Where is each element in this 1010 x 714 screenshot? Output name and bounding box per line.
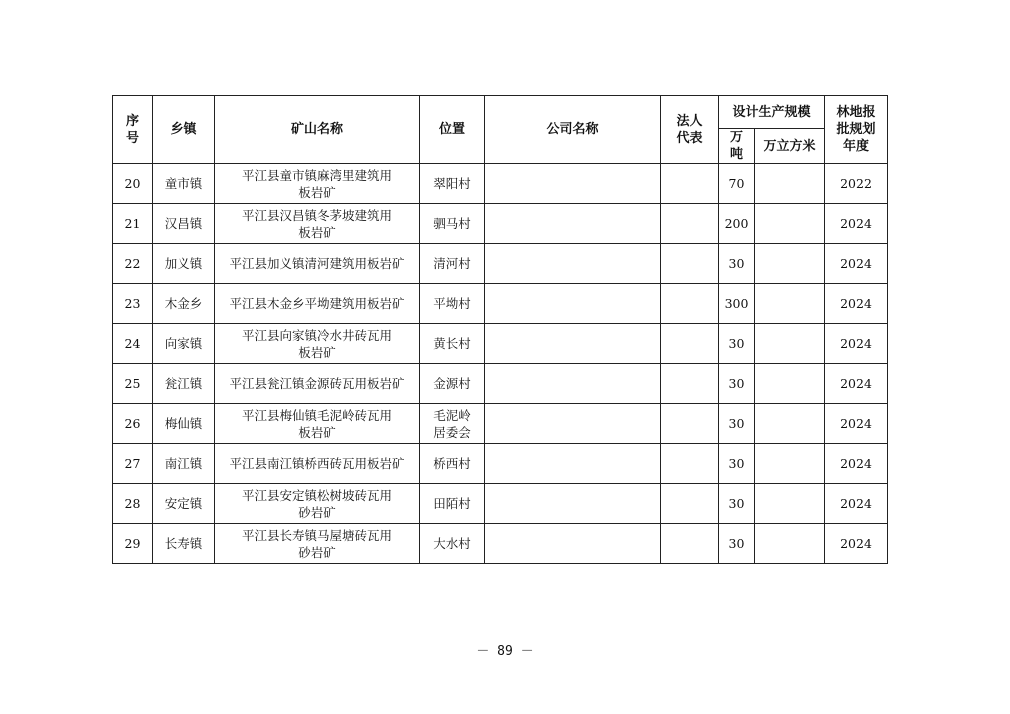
mine-planning-table xyxy=(112,95,888,564)
cell-wt: 30 xyxy=(719,404,755,444)
cell-seq: 23 xyxy=(113,284,153,324)
cell-wt: 30 xyxy=(719,364,755,404)
cell-town: 梅仙镇 xyxy=(153,404,215,444)
cell-mine-name: 平江县梅仙镇毛泥岭砖瓦用板岩矿 xyxy=(215,404,420,444)
cell-town: 安定镇 xyxy=(153,484,215,524)
cell-legal-rep xyxy=(661,484,719,524)
cell-town: 长寿镇 xyxy=(153,524,215,564)
header-town: 乡镇 xyxy=(153,96,215,164)
cell-company xyxy=(485,364,661,404)
cell-year: 2024 xyxy=(825,404,888,444)
cell-location: 翠阳村 xyxy=(420,164,485,204)
table-row xyxy=(113,364,888,404)
cell-legal-rep xyxy=(661,524,719,564)
table-row xyxy=(113,244,888,284)
header-plan-year: 林地报批规划年度 xyxy=(825,96,888,164)
cell-mine-name: 平江县向家镇冷水井砖瓦用板岩矿 xyxy=(215,324,420,364)
cell-location: 田陌村 xyxy=(420,484,485,524)
cell-location: 桥西村 xyxy=(420,444,485,484)
cell-location: 金源村 xyxy=(420,364,485,404)
cell-mine-name: 平江县南江镇桥西砖瓦用板岩矿 xyxy=(215,444,420,484)
cell-town: 加义镇 xyxy=(153,244,215,284)
cell-year: 2024 xyxy=(825,204,888,244)
cell-legal-rep xyxy=(661,404,719,444)
header-mine-name: 矿山名称 xyxy=(215,96,420,164)
cell-wt: 30 xyxy=(719,244,755,284)
cell-legal-rep xyxy=(661,244,719,284)
cell-wt: 30 xyxy=(719,324,755,364)
table-row xyxy=(113,284,888,324)
cell-company xyxy=(485,204,661,244)
header-design-scale: 设计生产规模 xyxy=(719,96,825,129)
header-legal-rep: 法人代表 xyxy=(661,96,719,164)
cell-town: 向家镇 xyxy=(153,324,215,364)
cell-location: 毛泥岭居委会 xyxy=(420,404,485,444)
cell-company xyxy=(485,444,661,484)
header-unit-m3: 万立方米 xyxy=(755,129,825,164)
cell-m3 xyxy=(755,524,825,564)
cell-location: 平坳村 xyxy=(420,284,485,324)
cell-m3 xyxy=(755,444,825,484)
page-number: － 89 － xyxy=(476,644,534,659)
cell-seq: 24 xyxy=(113,324,153,364)
cell-location: 驷马村 xyxy=(420,204,485,244)
cell-town: 瓮江镇 xyxy=(153,364,215,404)
cell-legal-rep xyxy=(661,364,719,404)
cell-company xyxy=(485,244,661,284)
cell-location: 黄长村 xyxy=(420,324,485,364)
cell-m3 xyxy=(755,244,825,284)
table-row xyxy=(113,404,888,444)
cell-wt: 30 xyxy=(719,444,755,484)
cell-company xyxy=(485,404,661,444)
cell-wt: 300 xyxy=(719,284,755,324)
cell-location: 大水村 xyxy=(420,524,485,564)
cell-year: 2022 xyxy=(825,164,888,204)
cell-year: 2024 xyxy=(825,524,888,564)
cell-wt: 70 xyxy=(719,164,755,204)
cell-seq: 25 xyxy=(113,364,153,404)
cell-seq: 28 xyxy=(113,484,153,524)
cell-mine-name: 平江县瓮江镇金源砖瓦用板岩矿 xyxy=(215,364,420,404)
cell-wt: 200 xyxy=(719,204,755,244)
cell-year: 2024 xyxy=(825,444,888,484)
table-row xyxy=(113,444,888,484)
cell-mine-name: 平江县汉昌镇冬茅坡建筑用板岩矿 xyxy=(215,204,420,244)
cell-m3 xyxy=(755,484,825,524)
cell-legal-rep xyxy=(661,324,719,364)
cell-m3 xyxy=(755,324,825,364)
cell-town: 汉昌镇 xyxy=(153,204,215,244)
cell-m3 xyxy=(755,284,825,324)
cell-legal-rep xyxy=(661,164,719,204)
cell-mine-name: 平江县童市镇麻湾里建筑用板岩矿 xyxy=(215,164,420,204)
cell-seq: 21 xyxy=(113,204,153,244)
table-row xyxy=(113,164,888,204)
cell-year: 2024 xyxy=(825,244,888,284)
header-unit-wt: 万吨 xyxy=(719,129,755,164)
header-seq: 序号 xyxy=(113,96,153,164)
cell-year: 2024 xyxy=(825,324,888,364)
cell-location: 清河村 xyxy=(420,244,485,284)
cell-seq: 22 xyxy=(113,244,153,284)
cell-town: 童市镇 xyxy=(153,164,215,204)
cell-m3 xyxy=(755,164,825,204)
cell-wt: 30 xyxy=(719,484,755,524)
table-row xyxy=(113,524,888,564)
table-row xyxy=(113,204,888,244)
cell-company xyxy=(485,484,661,524)
cell-seq: 26 xyxy=(113,404,153,444)
cell-seq: 29 xyxy=(113,524,153,564)
cell-year: 2024 xyxy=(825,284,888,324)
cell-wt: 30 xyxy=(719,524,755,564)
cell-company xyxy=(485,524,661,564)
cell-town: 南江镇 xyxy=(153,444,215,484)
cell-company xyxy=(485,324,661,364)
cell-m3 xyxy=(755,404,825,444)
cell-m3 xyxy=(755,204,825,244)
cell-mine-name: 平江县木金乡平坳建筑用板岩矿 xyxy=(215,284,420,324)
cell-company xyxy=(485,284,661,324)
cell-year: 2024 xyxy=(825,484,888,524)
cell-legal-rep xyxy=(661,284,719,324)
cell-seq: 20 xyxy=(113,164,153,204)
cell-m3 xyxy=(755,364,825,404)
cell-company xyxy=(485,164,661,204)
table-row xyxy=(113,484,888,524)
cell-seq: 27 xyxy=(113,444,153,484)
table-row xyxy=(113,324,888,364)
cell-town: 木金乡 xyxy=(153,284,215,324)
cell-mine-name: 平江县安定镇松树坡砖瓦用砂岩矿 xyxy=(215,484,420,524)
cell-legal-rep xyxy=(661,444,719,484)
cell-year: 2024 xyxy=(825,364,888,404)
cell-mine-name: 平江县长寿镇马屋塘砖瓦用砂岩矿 xyxy=(215,524,420,564)
header-location: 位置 xyxy=(420,96,485,164)
header-company: 公司名称 xyxy=(485,96,661,164)
cell-legal-rep xyxy=(661,204,719,244)
cell-mine-name: 平江县加义镇清河建筑用板岩矿 xyxy=(215,244,420,284)
